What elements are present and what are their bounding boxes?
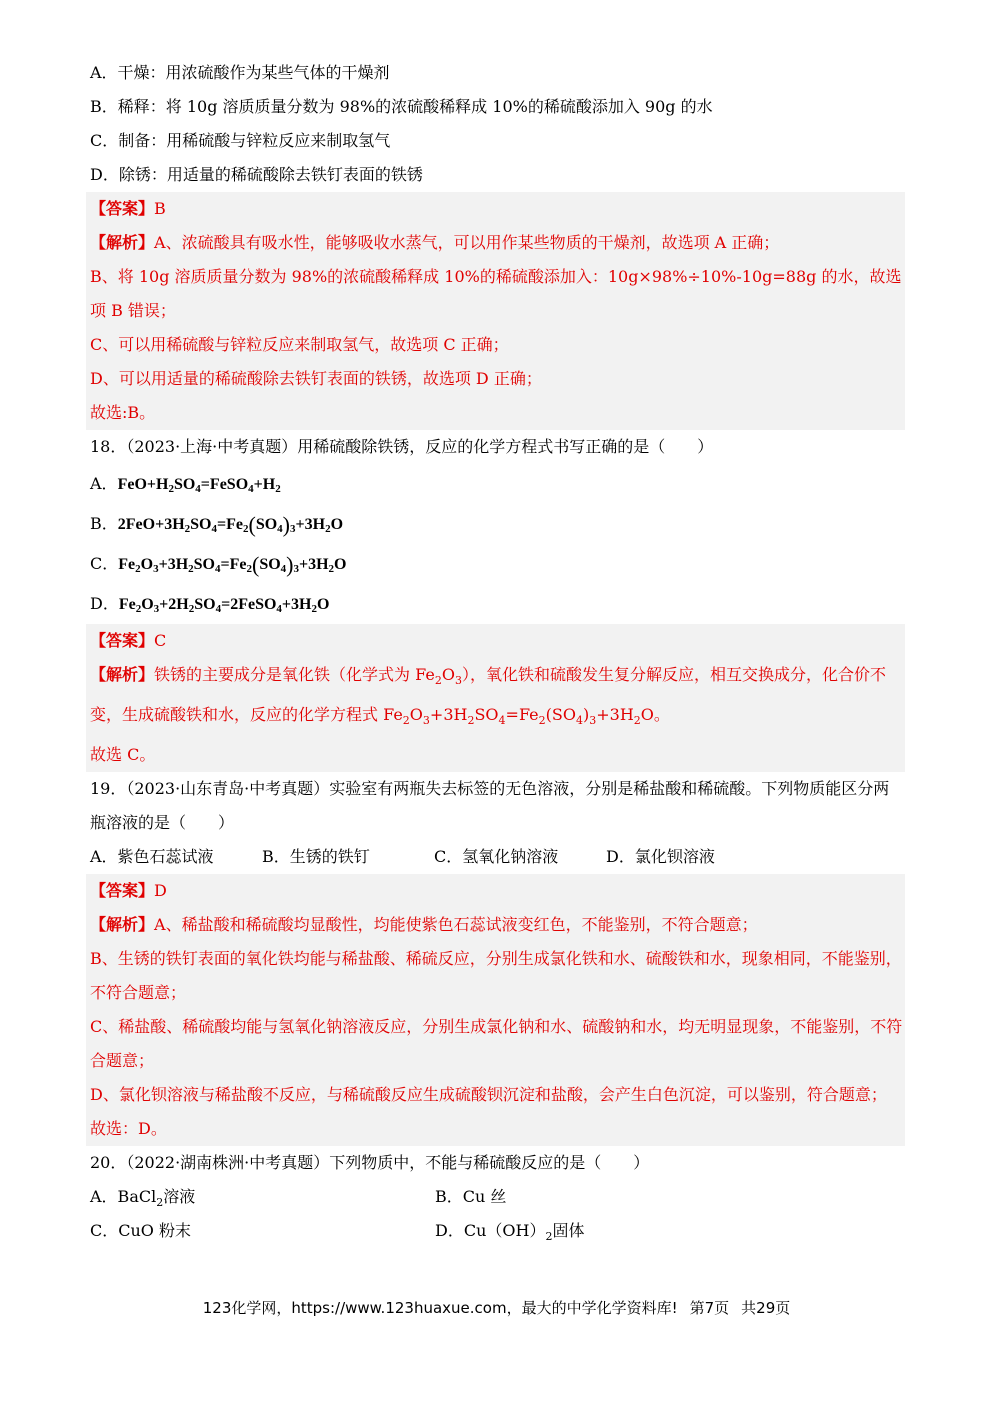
q17-option-a: A．干燥：用浓硫酸作为某些气体的干燥剂 [90, 63, 390, 82]
q19-analysis-first [90, 908, 905, 942]
q20-option-b: B．Cu 丝 [435, 1187, 507, 1207]
q19-analysis-c: C、稀盐酸、稀硫酸均能与氢氧化钠溶液反应，分别生成氯化钠和水、硫酸钠和水，均无明显现象，不能鉴别，不符合题意； [90, 1017, 903, 1071]
q19-option-a: A．紫色石蕊试液 [90, 847, 214, 867]
q18-option-d [90, 584, 905, 624]
analysis-tag: 【解析】 [90, 665, 155, 684]
analysis-text-a: 铁锈的主要成分是氧化铁（化学式为 Fe [154, 665, 435, 684]
footer-total-pages: 共29页 [741, 1299, 791, 1317]
q20-option-c: C．CuO 粉末 [90, 1221, 191, 1241]
footer-site: 123化学网，https://www.123huaxue.com，最大的中学化学资料库! [202, 1299, 678, 1317]
q18-analysis: 【解析】铁锈的主要成分是氧化铁（化学式为 $Fe_2O_3$），氧化铁和硫酸发生复分解反应，相互交换成分，化合价不变，生成硫酸铁和水，反应的化学方程式 $Fe_2O_3+3H_2SO_4=Fe_2(SO_4)_3+3H_2O$。 [90, 665, 886, 728]
equation: $Fe_2O_3+2H_2SO_4=2FeSO_4+3H_2O$ [118, 596, 330, 615]
q17-conclusion: 故选:B。 [90, 403, 156, 422]
option-label: D． [90, 594, 119, 613]
q19-option-b: B．生锈的铁钉 [262, 847, 370, 867]
q20-options-row1 [90, 1180, 905, 1214]
option-label: A． [90, 474, 118, 493]
q18-option-b [90, 504, 905, 544]
answer-tag: 【答案】 [90, 631, 155, 650]
q19-conclusion: 故选：D。 [90, 1119, 167, 1139]
q20-option-d: D．$Cu(OH)_2$固体 [435, 1221, 585, 1244]
analysis-text-b: ），氧化铁和硫酸发生复分解反应，相互交换成分，化合价不变，生成硫酸铁和水，反应的化学方程式 Fe [90, 665, 886, 725]
q18-option-a [90, 464, 905, 504]
q19-analysis-b: B、生锈的铁钉表面的氧化铁均能与稀盐酸、稀硫反应，分别生成氯化铁和水、硫酸铁和水，现象相同，不能鉴别，不符合题意； [90, 949, 902, 1003]
q20-options-row2 [90, 1214, 905, 1248]
answer-tag: 【答案】 [90, 881, 155, 901]
q18-conclusion: 故选 C。 [90, 745, 156, 765]
q19-analysis-d: D、氯化钡溶液与稀盐酸不反应，与稀硫酸反应生成硫酸钡沉淀和盐酸，会产生白色沉淀，可以鉴别，符合题意； [90, 1085, 887, 1105]
q18-answer-block [86, 624, 905, 772]
equation: $FeO+H_2SO_4=FeSO_4+H_2$ [117, 476, 281, 495]
analysis-text: A、稀盐酸和稀硫酸均显酸性，均能使紫色石蕊试液变红色，不能鉴别，不符合题意； [154, 915, 758, 935]
q20-option-a: A．BaCl$_2$溶液 [90, 1187, 196, 1210]
q17-option-b: B．稀释：将 10g 溶质质量分数为 98%的浓硫酸稀释成 10%的稀硫酸添加入 90g 的水 [90, 97, 713, 116]
page-footer [0, 1297, 993, 1318]
q17-answer-block [86, 192, 905, 430]
q20-stem: 20．（2022·湖南株洲·中考真题）下列物质中，不能与稀硫酸反应的是（ ） [90, 1153, 650, 1173]
q19-answer [90, 874, 905, 908]
equation: $2FeO+3H_2SO_4=Fe_2(SO_4)_3+3H_2O$ [117, 512, 344, 537]
option-label: C． [90, 554, 119, 573]
q17-option-d: D．除锈：用适量的稀硫酸除去铁钉表面的铁锈 [90, 165, 423, 184]
q19-option-c: C．氢氧化钠溶液 [434, 847, 559, 867]
answer-value: C [154, 631, 167, 650]
answer-tag: 【答案】 [90, 199, 155, 218]
q17-analysis-d: D、可以用适量的稀硫酸除去铁钉表面的铁锈，故选项 D 正确； [90, 369, 542, 388]
option-label: B． [90, 514, 118, 533]
q19-options [90, 840, 905, 874]
q17-answer [90, 192, 905, 226]
q18-option-c [90, 544, 905, 584]
q19-stem: 19．（2023·山东青岛·中考真题）实验室有两瓶失去标签的无色溶液，分别是稀盐酸和稀硫酸。下列物质能区分两瓶溶液的是（ ） [90, 779, 890, 833]
footer-page-number: 第7页 [689, 1299, 730, 1317]
q18-stem: 18．（2023·上海·中考真题）用稀硫酸除铁锈，反应的化学方程式书写正确的是（ ） [90, 437, 714, 456]
q19-answer-block [86, 874, 905, 1146]
answer-value: D [154, 881, 167, 901]
q17-option-c: C．制备：用稀硫酸与锌粒反应来制取氢气 [90, 131, 391, 150]
analysis-text: A、浓硫酸具有吸水性，能够吸收水蒸气，可以用作某些物质的干燥剂，故选项 A 正确； [154, 233, 780, 252]
page-content [90, 56, 905, 1248]
equation: $Fe_2O_3+3H_2SO_4=Fe_2(SO_4)_3+3H_2O$ [118, 552, 347, 577]
q17-analysis-c: C、可以用稀硫酸与锌粒反应来制取氢气，故选项 C 正确； [90, 335, 509, 354]
answer-value: B [154, 199, 166, 218]
q17-analysis-first [90, 226, 905, 260]
q17-analysis-b: B、将 10g 溶质质量分数为 98%的浓硫酸稀释成 10%的稀硫酸添加入：10g×98%÷10%-10g=88g 的水，故选项 B 错误； [90, 267, 902, 320]
analysis-tag: 【解析】 [90, 915, 155, 935]
q18-answer [90, 624, 905, 658]
q19-option-d: D．氯化钡溶液 [606, 847, 715, 867]
analysis-tag: 【解析】 [90, 233, 155, 252]
